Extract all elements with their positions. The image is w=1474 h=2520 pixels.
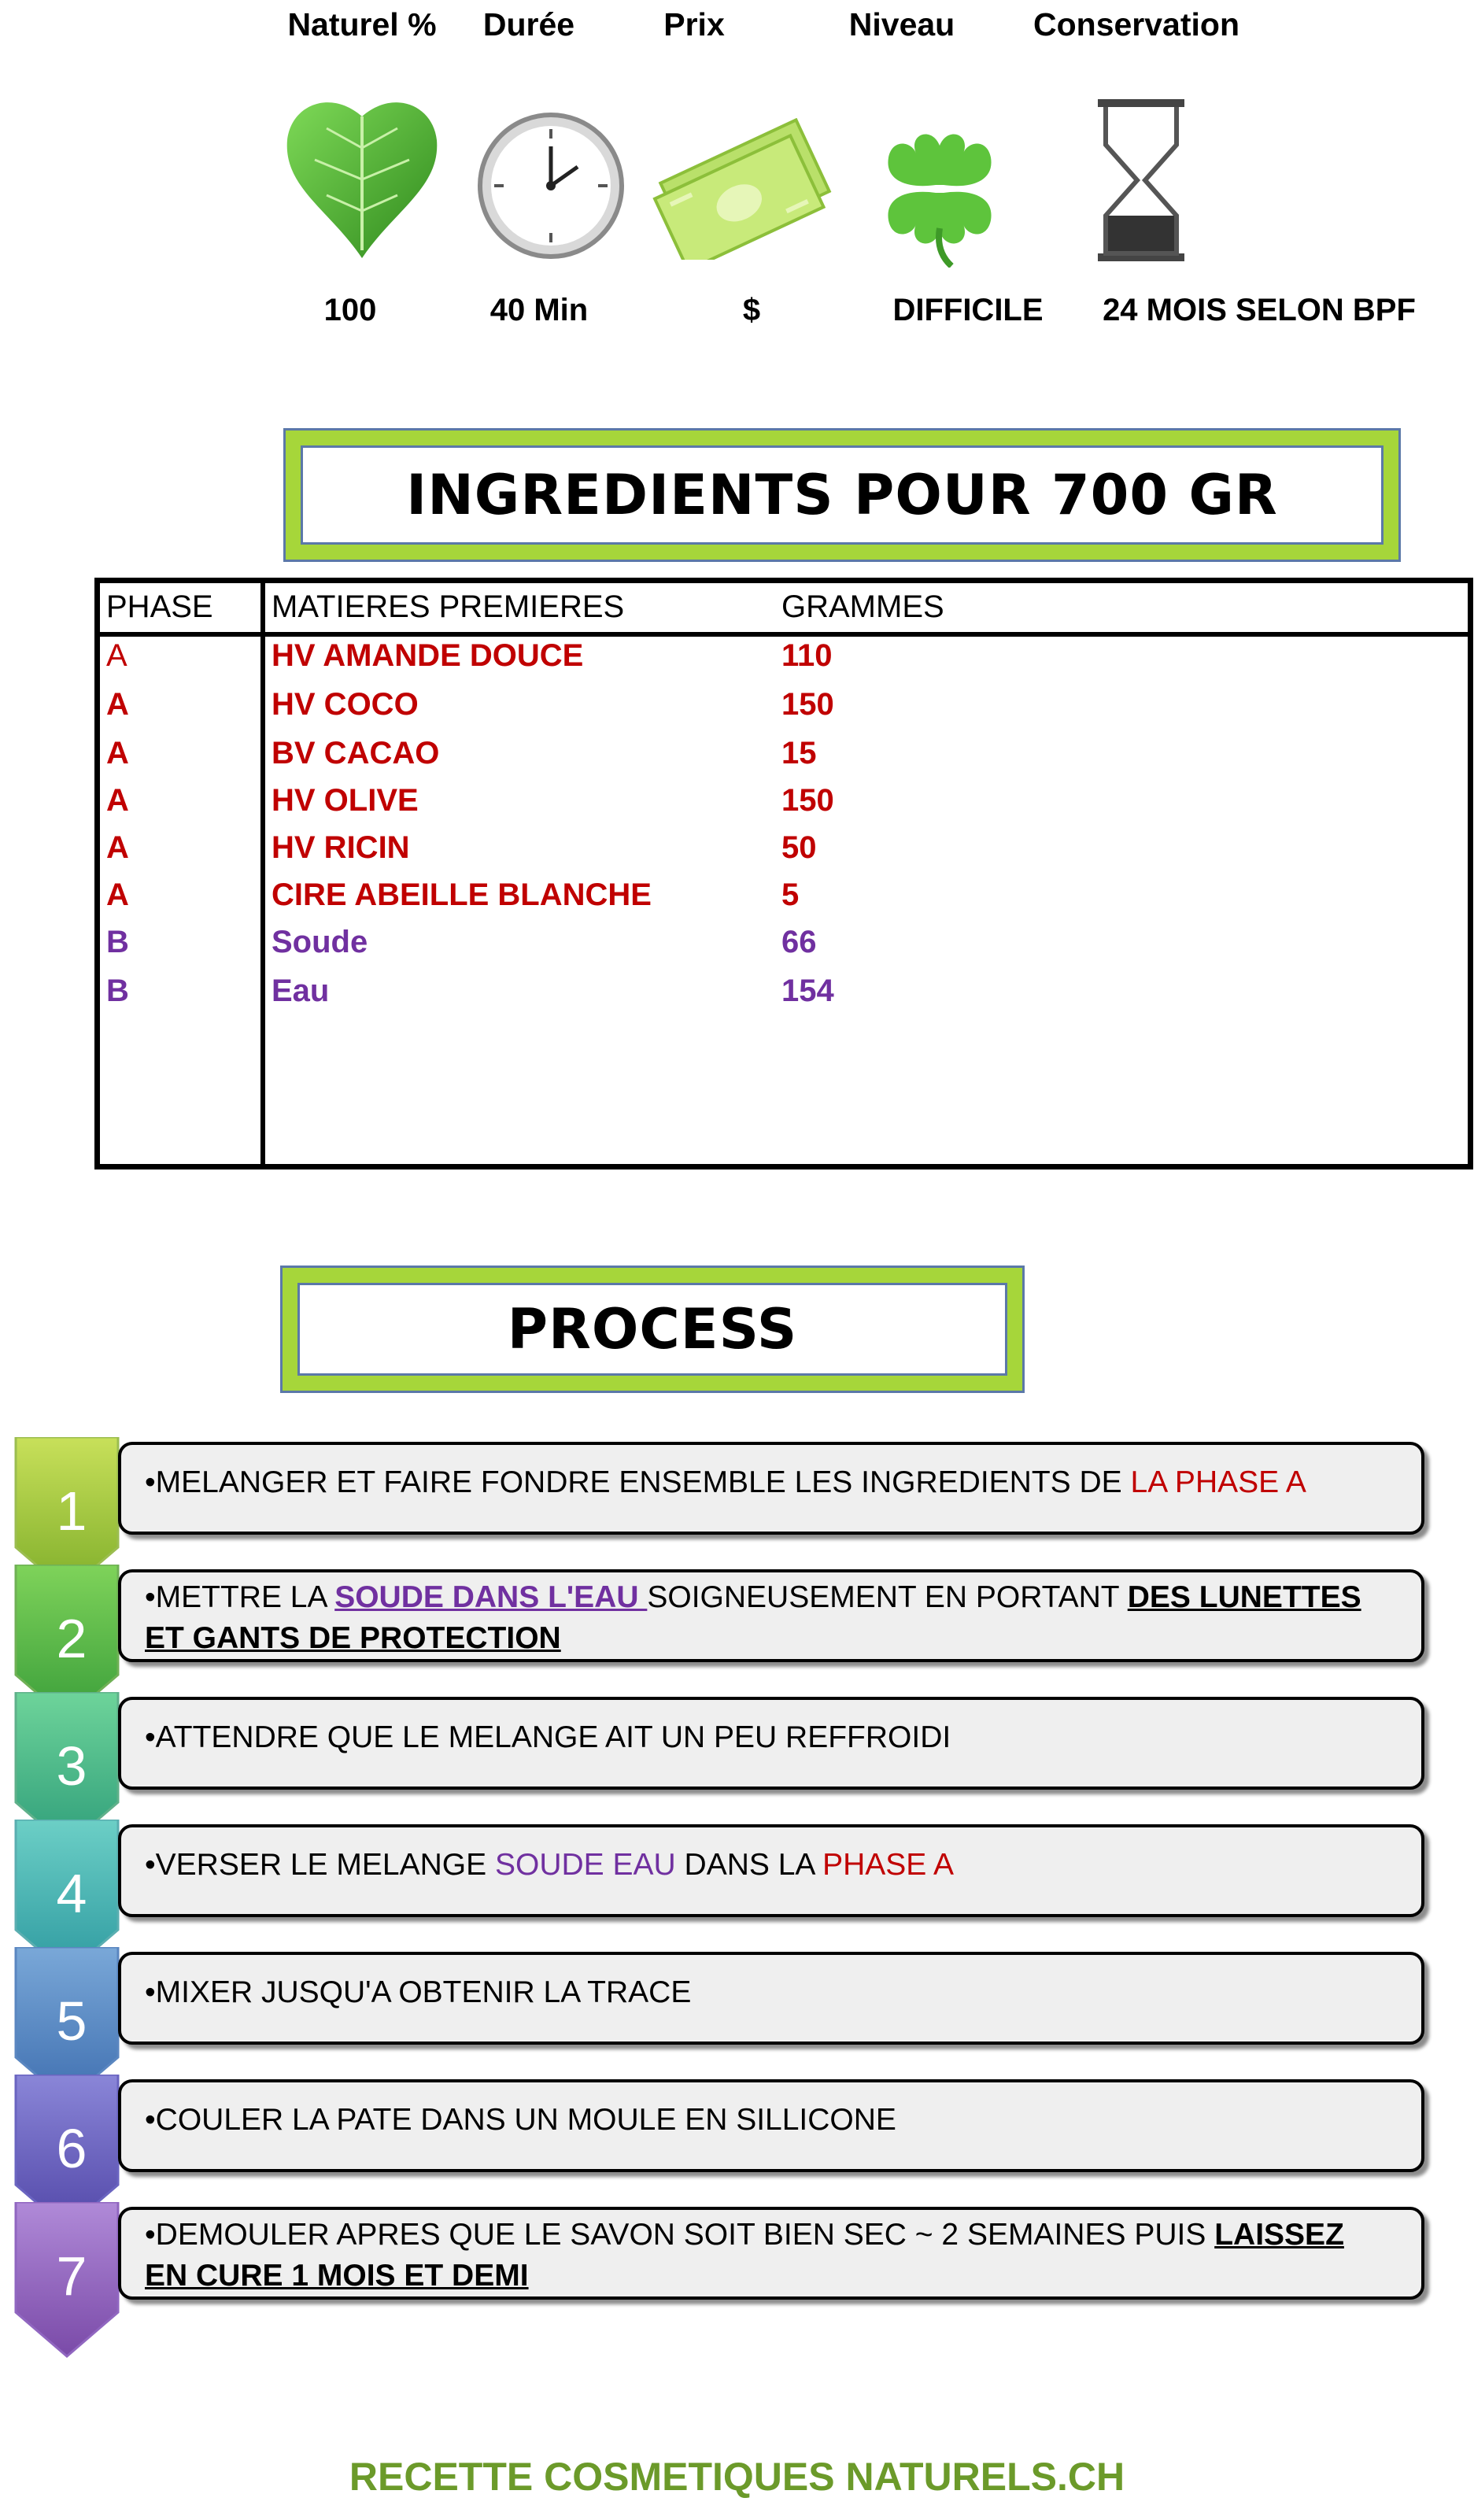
step-4-text-a: •VERSER LE MELANGE (145, 1848, 495, 1882)
header-niveau: Niveau (848, 6, 955, 42)
step-number: 3 (56, 1735, 87, 1797)
money-icon (647, 118, 836, 260)
row-grams: 150 (781, 687, 834, 722)
step-2-highlight: SOUDE DANS L'EAU (334, 1580, 648, 1614)
row-name: HV RICIN (272, 830, 410, 865)
process-title: PROCESS (297, 1283, 1007, 1376)
row-name: HV AMANDE DOUCE (272, 638, 584, 673)
col-header-matieres: MATIERES PREMIERES (272, 589, 625, 624)
row-name: HV OLIVE (272, 783, 419, 818)
value-prix: $ (742, 293, 761, 327)
row-phase: A (106, 638, 127, 673)
step-1-highlight: LA PHASE A (1130, 1465, 1306, 1499)
step-1-text: •MELANGER ET FAIRE FONDRE ENSEMBLE LES INGREDIENTS DE (145, 1465, 1131, 1499)
row-grams: 66 (781, 925, 817, 959)
value-niveau: DIFFICILE (892, 293, 1044, 327)
step-number: 6 (56, 2118, 87, 2179)
row-phase: A (106, 878, 129, 912)
step-3-box (118, 1697, 1424, 1790)
step-1-box (118, 1442, 1424, 1535)
row-grams: 150 (781, 783, 834, 818)
row-grams: 110 (781, 638, 833, 673)
hourglass-icon (1094, 98, 1188, 263)
header-prix: Prix (663, 6, 725, 42)
header-conservation: Conservation (1033, 6, 1239, 42)
step-number: 1 (56, 1480, 87, 1542)
col-header-grammes: GRAMMES (781, 589, 944, 624)
step-4-highlight-b: PHASE A (822, 1848, 955, 1882)
col-header-phase: PHASE (106, 589, 213, 624)
row-name: Soude (272, 925, 368, 959)
step-3-text: •ATTENDRE QUE LE MELANGE AIT UN PEU REFFROIDI (145, 1720, 951, 1754)
row-name: Eau (272, 974, 330, 1008)
value-naturel: 100 (323, 293, 377, 327)
row-grams: 154 (781, 974, 834, 1008)
step-number: 5 (56, 1990, 87, 2052)
step-4-box (118, 1824, 1424, 1917)
step-2-emphasis: DES LUNETTES ET GANTS DE PROTECTION (145, 1580, 1361, 1655)
row-grams: 50 (781, 830, 817, 865)
step-6-text: •COULER LA PATE DANS UN MOULE EN SILLICONE (145, 2103, 896, 2137)
step-5-box (118, 1952, 1424, 2045)
step-7-text-a: •DEMOULER APRES QUE LE SAVON SOIT BIEN SEC ~ 2 SEMAINES PUIS (145, 2218, 1215, 2252)
step-2-text-a: •METTRE LA (145, 1580, 335, 1614)
header-naturel: Naturel % (287, 6, 437, 42)
step-6-box (118, 2079, 1424, 2172)
row-phase: B (106, 925, 129, 959)
value-duree: 40 Min (489, 293, 589, 327)
step-7-emphasis: LAISSEZ EN CURE 1 MOIS ET DEMI (145, 2218, 1344, 2293)
row-phase: A (106, 830, 129, 865)
row-name: BV CACAO (272, 736, 440, 770)
step-number: 4 (56, 1863, 87, 1924)
footer-credit: RECETTE COSMETIQUES NATURELS.CH (349, 2455, 1125, 2499)
step-7-box (118, 2207, 1424, 2300)
header-duree: Durée (482, 6, 575, 42)
row-phase: B (106, 974, 129, 1008)
value-conservation: 24 MOIS SELON BPF (1103, 293, 1416, 327)
step-number: 7 (56, 2245, 87, 2307)
row-grams: 5 (781, 878, 800, 912)
clover-icon (861, 110, 1018, 268)
step-5-text: •MIXER JUSQU'A OBTENIR LA TRACE (145, 1975, 692, 2009)
row-phase: A (106, 687, 129, 722)
row-grams: 15 (781, 736, 817, 770)
step-2-text-b: SOIGNEUSEMENT EN PORTANT (647, 1580, 1128, 1614)
leaf-icon (283, 93, 441, 258)
row-phase: A (106, 783, 129, 818)
step-2-box (118, 1569, 1424, 1662)
row-name: HV COCO (272, 687, 419, 722)
step-4-text-b: DANS LA (675, 1848, 823, 1882)
ingredients-table (94, 578, 1473, 1169)
row-phase: A (106, 736, 129, 770)
row-name: CIRE ABEILLE BLANCHE (272, 878, 652, 912)
clock-icon (475, 110, 626, 261)
step-number: 2 (56, 1608, 87, 1669)
step-4-highlight-a: SOUDE EAU (494, 1848, 676, 1882)
ingredients-title: INGREDIENTS POUR 700 GR (301, 445, 1383, 545)
